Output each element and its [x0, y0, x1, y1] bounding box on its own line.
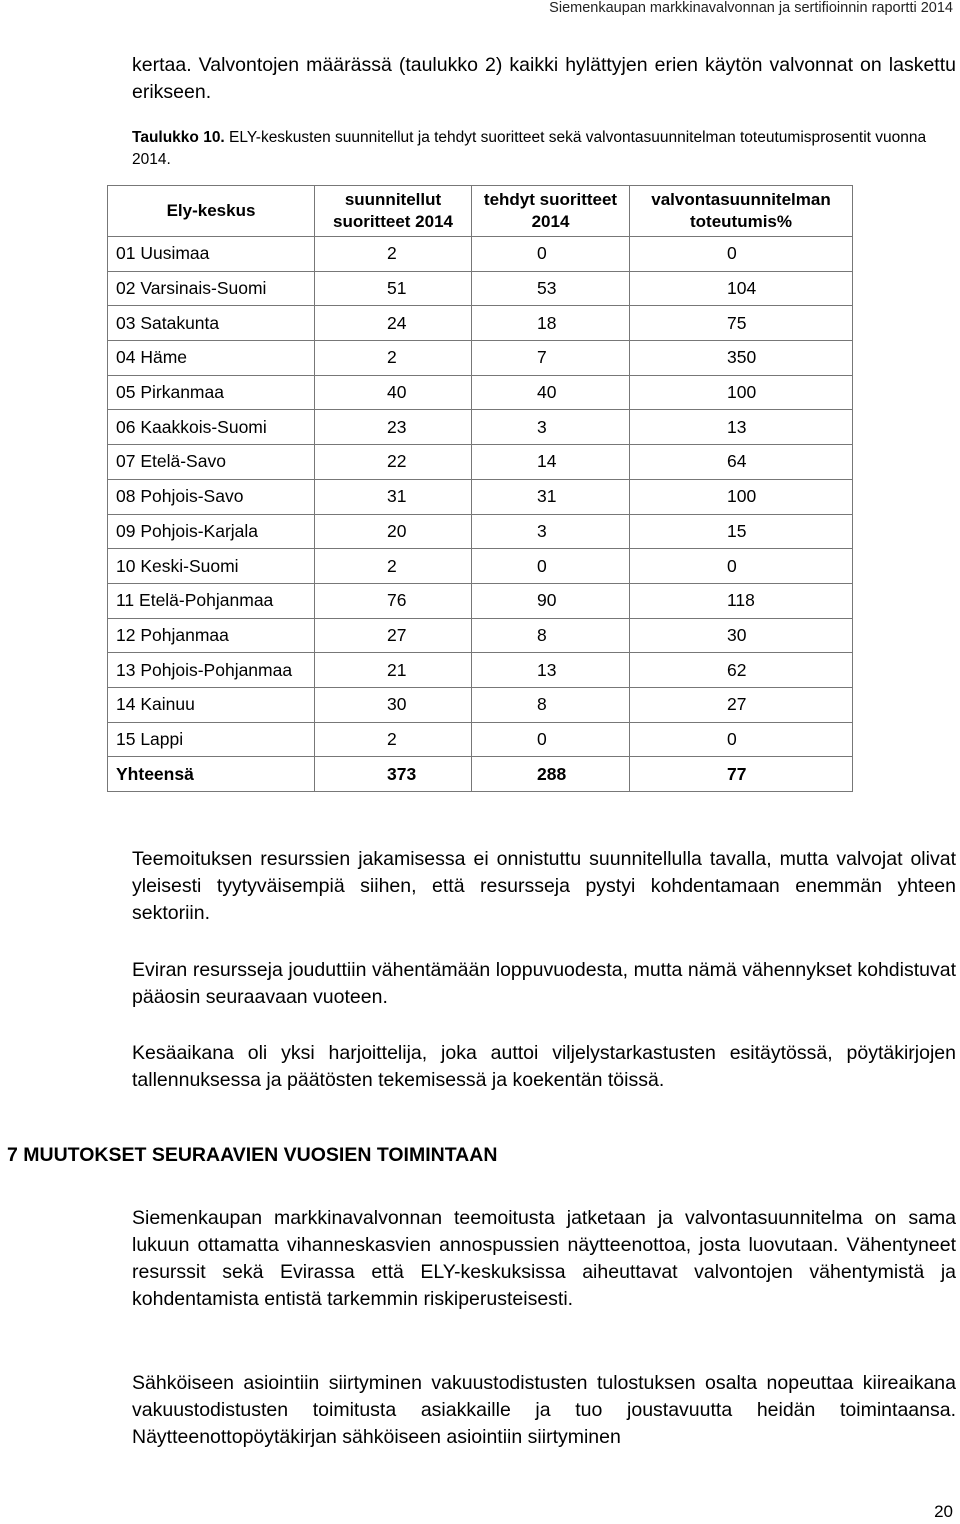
cell-ely-name: 15 Lappi [108, 722, 315, 757]
table-row [108, 271, 853, 306]
cell-ely-name: 06 Kaakkois-Suomi [108, 410, 315, 445]
cell-planned: 2 [315, 341, 472, 376]
cell-done: 3 [472, 410, 630, 445]
cell-planned: 22 [315, 445, 472, 480]
table-row [108, 514, 853, 549]
cell-planned: 51 [315, 271, 472, 306]
cell-planned: 2 [315, 237, 472, 272]
cell-planned: 24 [315, 306, 472, 341]
cell-ely-name: 03 Satakunta [108, 306, 315, 341]
cell-percent: 100 [630, 375, 853, 410]
table-row [108, 687, 853, 722]
cell-done: 14 [472, 445, 630, 480]
cell-ely-name: 11 Etelä-Pohjanmaa [108, 583, 315, 618]
cell-planned: 27 [315, 618, 472, 653]
section-paragraph-1: Siemenkaupan markkinavalvonnan teemoitusta jatketaan ja valvontasuunnitelma on sama lukuun ottamatta vihanneskasvien annospussien näytteenottoa, josta luovutaan. Vähentyneet resurssit sekä Evirassa että ELY-keskuksissa aiheuttavat valvontojen vähentymistä ja kohdentamista entistä tarkemmin riskiperusteisesti. [132, 1207, 956, 1310]
table-caption-label: Taulukko 10. [132, 129, 225, 146]
cell-planned: 2 [315, 549, 472, 584]
cell-percent: 30 [630, 618, 853, 653]
section-paragraph-2: Sähköiseen asiointiin siirtyminen vakuustodistusten tulostuksen osalta nopeuttaa kiireaikana vakuustodistusten toimitusta asiakkaille ja tuo joustavuutta heidän toimintaansa. Näytteenottopöytäkirjan sähköiseen asiointiin siirtyminen [132, 1372, 956, 1448]
cell-ely-name: 08 Pohjois-Savo [108, 479, 315, 514]
cell-percent: 0 [630, 237, 853, 272]
cell-done: 3 [472, 514, 630, 549]
header-ely-keskus: Ely-keskus [108, 186, 315, 237]
cell-percent: 13 [630, 410, 853, 445]
cell-done: 0 [472, 722, 630, 757]
cell-done: 288 [472, 757, 630, 792]
cell-planned: 40 [315, 375, 472, 410]
table-row [108, 306, 853, 341]
cell-planned: 2 [315, 722, 472, 757]
cell-done: 40 [472, 375, 630, 410]
table-row [108, 375, 853, 410]
table-caption [132, 127, 956, 171]
cell-ely-name: Yhteensä [108, 757, 315, 792]
cell-ely-name: 07 Etelä-Savo [108, 445, 315, 480]
cell-ely-name: 10 Keski-Suomi [108, 549, 315, 584]
cell-planned: 21 [315, 653, 472, 688]
cell-ely-name: 01 Uusimaa [108, 237, 315, 272]
cell-percent: 15 [630, 514, 853, 549]
table-row [108, 445, 853, 480]
cell-percent: 77 [630, 757, 853, 792]
table-row [108, 410, 853, 445]
ely-performance-table [107, 185, 853, 792]
cell-percent: 62 [630, 653, 853, 688]
cell-ely-name: 12 Pohjanmaa [108, 618, 315, 653]
table-row [108, 549, 853, 584]
cell-done: 8 [472, 687, 630, 722]
cell-percent: 118 [630, 583, 853, 618]
cell-percent: 104 [630, 271, 853, 306]
paragraph-teemoitus: Teemoituksen resurssien jakamisessa ei onnistuttu suunnitellulla tavalla, mutta valvojat olivat yleisesti tyytyväisempiä siihen, että resursseja pystyi kohdentamaan enemmän yhteen sektoriin. [132, 848, 956, 924]
table-body [108, 237, 853, 792]
cell-done: 90 [472, 583, 630, 618]
header-done: tehdyt suoritteet 2014 [472, 186, 630, 237]
table-row [108, 618, 853, 653]
cell-planned: 31 [315, 479, 472, 514]
cell-planned: 20 [315, 514, 472, 549]
intro-paragraph: kertaa. Valvontojen määrässä (taulukko 2) kaikki hylättyjen erien käytön valvonnat on laskettu erikseen. [132, 54, 956, 103]
cell-ely-name: 09 Pohjois-Karjala [108, 514, 315, 549]
table-row [108, 479, 853, 514]
cell-planned: 23 [315, 410, 472, 445]
cell-planned: 373 [315, 757, 472, 792]
paragraph-resources: Eviran resursseja jouduttiin vähentämään loppuvuodesta, mutta nämä vähennykset kohdistuvat pääosin seuraavaan vuoteen. [132, 959, 956, 1008]
cell-done: 13 [472, 653, 630, 688]
header-percent: valvontasuunnitelman toteutumis% [630, 186, 853, 237]
cell-percent: 350 [630, 341, 853, 376]
cell-done: 18 [472, 306, 630, 341]
cell-done: 31 [472, 479, 630, 514]
table-row [108, 583, 853, 618]
table-caption-text: ELY-keskusten suunnitellut ja tehdyt suoritteet sekä valvontasuunnitelman toteutumisprosentit vuonna 2014. [132, 129, 927, 168]
cell-done: 53 [472, 271, 630, 306]
page-number: 20 [934, 1502, 953, 1521]
cell-percent: 0 [630, 722, 853, 757]
cell-done: 0 [472, 549, 630, 584]
table-total-row [108, 757, 853, 792]
cell-ely-name: 05 Pirkanmaa [108, 375, 315, 410]
header-planned: suunnitellut suoritteet 2014 [315, 186, 472, 237]
table-header-row [108, 186, 853, 237]
table-row [108, 722, 853, 757]
cell-done: 0 [472, 237, 630, 272]
paragraph-trainee: Kesäaikana oli yksi harjoittelija, joka auttoi viljelystarkastusten esitäytössä, pöytäkirjojen tallennuksessa ja päätösten tekemisessä ja koekentän töissä. [132, 1042, 956, 1091]
cell-percent: 27 [630, 687, 853, 722]
cell-ely-name: 02 Varsinais-Suomi [108, 271, 315, 306]
table-row [108, 237, 853, 272]
cell-done: 7 [472, 341, 630, 376]
section-heading: 7 MUUTOKSET SEURAAVIEN VUOSIEN TOIMINTAAN [7, 1144, 498, 1166]
cell-ely-name: 04 Häme [108, 341, 315, 376]
cell-percent: 0 [630, 549, 853, 584]
cell-ely-name: 13 Pohjois-Pohjanmaa [108, 653, 315, 688]
cell-percent: 100 [630, 479, 853, 514]
cell-planned: 76 [315, 583, 472, 618]
cell-done: 8 [472, 618, 630, 653]
running-header: Siemenkaupan markkinavalvonnan ja sertifioinnin raportti 2014 [549, 0, 953, 16]
table-row [108, 341, 853, 376]
cell-planned: 30 [315, 687, 472, 722]
table-row [108, 653, 853, 688]
cell-percent: 64 [630, 445, 853, 480]
cell-percent: 75 [630, 306, 853, 341]
cell-ely-name: 14 Kainuu [108, 687, 315, 722]
